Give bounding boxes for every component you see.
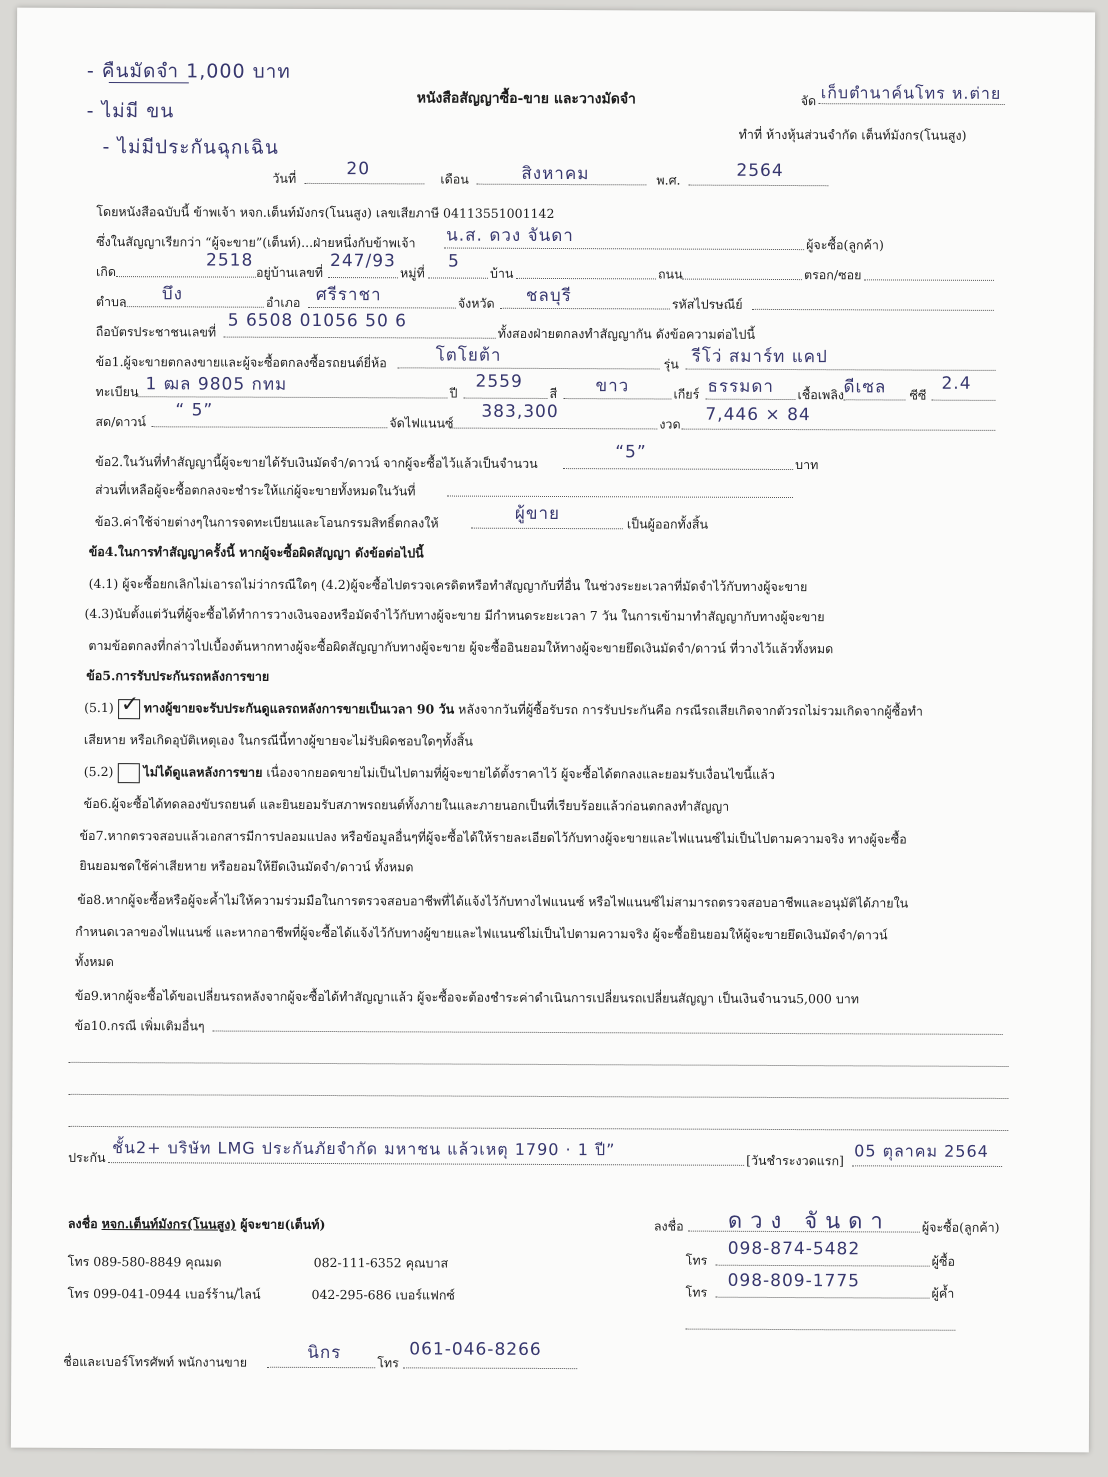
car-down-payment: “ 5” [175,400,214,421]
insurance-value: ชั้น2+ บริษัท LMG ประกันภัยจำกัด มหาชน แล้วเหตุ 1790 · 1 ปี” [112,1138,616,1160]
document-title: หนังสือสัญญาซื้อ-ขาย และวางมัดจำ [416,90,636,108]
date-year: 2564 [736,160,784,182]
fee-payer: ผู้ขาย [514,503,561,525]
car-fuel: ดีเซล [843,377,887,398]
car-year: 2559 [475,371,523,392]
no-warranty-checkbox[interactable] [117,763,139,783]
born-year: 2518 [206,250,254,271]
tamti-line: ทำที่ ห้างหุ้นส่วนจำกัด เต็นท์มังกร(โนนสูง) [738,126,967,143]
car-finance-amount: 383,300 [481,401,559,423]
seller-sign-line: ลงชื่อ หจก.เต็นท์มังกร(โนนสูง) ผู้จะขาย(เต็นท์) [67,1215,326,1233]
province: ชลบุรี [525,285,572,307]
clause-4-heading: ข้อ4.ในการทำสัญญาครั้งนี้ หากผู้จะซื้อผิดสัญญา ดังข้อต่อไปนี้ [88,543,424,561]
seller-tel-3: โทร 099-041-0944 เบอร์ร้าน/ไลน์ [67,1285,261,1302]
note-no-emergency-insurance: - ไม่มีประกันฉุกเฉิน [102,136,279,159]
seller-fax: 042-295-686 เบอร์แฟกซ์ [311,1286,455,1303]
car-cc: 2.4 [941,373,972,394]
car-model: รีโว่ สมาร์ท แคป [691,346,828,368]
car-installment: 7,446 × 84 [705,404,811,426]
id-number: 5 6508 01056 50 6 [227,310,408,332]
seller-tel-2: 082-111-6352 คุณบาส [313,1254,449,1271]
amphoe: ศรีราชา [315,284,382,306]
first-payment-date: 05 ตุลาคม 2564 [854,1141,989,1161]
buyer-phone: 098-874-5482 [727,1238,861,1260]
car-registration: 1 ฒล 9805 กทม [145,374,288,395]
note-refund: - คืนมัดจำ 1,000 บาท [86,59,291,83]
clause-5-2: (5.2) ไม่ได้ดูแลหลังการขาย เนื่องจากยอดขายไม่เป็นไปตามที่ผู้จะขายได้ตั้งราคาไว้ ผู้จะซื้อได้ตกลงและยอมรับเงื่อนไขนี้แล้ว [83,763,775,782]
house-number: 247/93 [330,251,396,272]
note-no-tax: - ไม่มี ขน [86,99,175,123]
moo: 5 [447,251,460,272]
contract-paper: - คืนมัดจำ 1,000 บาท - ไม่มี ขน - ไม่มีประกันฉุกเฉิน หนังสือสัญญาซื้อ-ขาย และวางมัดจำ จัด เก็บตำนาค์นโทร ห.ต่าย ทำที่ ห้างหุ้นส่วนจำกัด เต็นท์มังกร(โนนสูง) วันที่ 20 เดือน สิงหาคม พ.ศ. 2564 โดยหนังสือฉบับนี้ ข้าพเจ้า หจก.เต็นท์มังกร(โนนสูง) เลขเสียภาษี 0411355100114​2 ซึ่งในสัญญาเรียกว่า “ผู้จะขาย”(เต็นท์)...ฝ่ายหนึ่งกับข้าพเจ้า น.ส. ดวง จันดา ผู้จะซื้อ(ลูกค้า) เกิด 2518 อยู่บ้านเลขที่ 247/93 หมู่ที่ 5 บ้าน ถนน ตรอก/ซอย ตำบล บึง อำเภอ ศรีราชา จังหวัด ชลบุรี รหัสไปรษณีย์ ถือบัตรประชาชนเลขที่ 5 6508 01056 50 6 ทั้งสองฝ่ายตกลงทำสัญญากัน ดังข้อความต่อไปนี้ ข้อ1.ผู้จะขายตกลงขายและผู้จะซื้อตกลงซื้อรถยนต์ยี่ห้อ โตโยต้า รุ่น รีโว่ สมาร์ท แคป ทะเบียน 1 ฒล 9805 กทม ปี 2559 สี ขาว เกียร์ ธรรมดา เชื้อเพลิง ดีเซล ซีซี 2.4 สด/ดาวน์ “ 5” จัดไฟแนนซ์ 383,300 งวด 7,446 × 84 ข้อ2.ในวันที่ทำสัญญานี้ผู้จะขายได้รับเงินมัดจำ/ดาวน์ จากผู้จะซื้อไว้แล้วเป็นจำนวน “5” บาท ส่วนที่เหลือผู้จะซื้อตกลงจะชำระให้แก่ผู้จะขายทั้งหมดในวันที่ ข้อ3.ค่าใช้จ่ายต่างๆในการจดทะเบียนและโอนกรรมสิทธิ์ตกลงให้ ผู้ขาย เป็นผู้ออกทั้งสิ้น ข้อ4.ในการทำสัญญาครั้งนี้ หากผู้จะซื้อผิดสัญญา ดังข้อต่อไปนี้ (4.1) ผู้จะซื้อยกเลิกไม่เอารถไม่ว่ากรณีใดๆ (4.2)ผู้จะซื้อไปตรวจเครดิตหรือทำสัญญากับที่อื่น ในช่วงระยะเวลาที่มัดจำไว้กับทางผู้จะขาย (4.3)นับตั้งแต่วันที่ผู้จะซื้อได้ทำการวางเงินจองหรือมัดจำไว้กับทางผู้จะขาย มีกำหนดระยะเวลา 7 วัน ในการเข้ามาทำสัญญากับทางผู้จะขาย ตามข้อตกลงที่กล่าวไปเบื้องต้นหากทางผู้จะซื้อผิดสัญญากับทางผู้จะขาย ผู้จะซื้ออินยอมให้ทางผู้จะขายยึดเงินมัดจำ/ดาวน์ ที่วางไว้แล้วทั้งหมด ข้อ5.การรับประกันรถหลังการขาย (5.1) ✓ ทางผู้ขายจะรับประกันดูแลรถหลังการขายเป็นเวลา 90 วัน หลังจากวันที่ผู้ซื้อรับรถ การรับประกันคือ กรณีรถเสียเกิดจากตัวรถไม่รวมเกิดจากผู้ซื้อทำ เสียหาย หรือเกิดอุบัติเหตุเอง ในกรณีนี้ทางผู้ขายจะไม่รับผิดชอบใดๆทั้งสิ้น (5.2) ไม่ได้ดูแลหลังการขาย เนื่องจากยอดขายไม่เป็นไปตามที่ผู้จะขายได้ตั้งราคาไว้ ผู้จะซื้อได้ตกลงและยอมรับเงื่อนไขนี้แล้ว ข้อ6.ผู้จะซื้อได้ทดลองขับรถยนต์ และยินยอมรับสภาพรถยนต์ทั้งภายในและภายนอกเป็นที่เรียบร้อยแล้วก่อนตกลงทำสัญญา ข้อ7.หากตรวจสอบแล้วเอกสารมีการปลอมแปลง หรือข้อมูลอื่นๆที่ผู้จะซื้อได้ให้รายละเอียดไว้กับทางผู้จะขายและไฟแนนซ์ไม่เป็นไปตามความจริง ทางผู้จะซื้อ ยินยอมชดใช้ค่าเสียหาย หรือยอมให้ยึดเงินมัดจำ/ดาวน์ ทั้งหมด ข้อ8.หากผู้จะซื้อหรือผู้จะค้ำไม่ให้ความร่วมมือในการตรวจสอบอาชีพที่ได้แจ้งไว้กับทางไฟแนนซ์ หรือไฟแนนซ์ไม่สามารถตรวจสอบอาชีพและอนุมัติได้ภายใน กำหนดเวลาของไฟแนนซ์ และหากอาชีพที่ผู้จะซื้อได้แจ้งไว้กับทางผู้ขายและไฟแนนซ์ไม่เป็นไปตามความจริง ผู้จะซื้อยินยอมให้ผู้จะขายยึดเงินมัดจำ/ดาวน์ ทั้งหมด ข้อ9.หากผู้จะซื้อได้ขอเปลี่ยนรถหลังจากผู้จะซื้อได้ทำสัญญาแล้ว ผู้จะซื้อจะต้องชำระค่าดำเนินการเปลี่ยนรถเปลี่ยนสัญญา เป็นเงินจำนวน5,000 บาท ข้อ10.กรณี เพิ่มเติมอื่นๆ ประกัน ชั้น2+ บริษัท LMG ประกันภัยจำกัด มหาชน แล้วเหตุ 1790 · 1 ปี” [วันชำระงวดแรก] 05 ตุลาคม 2564 ลงชื่อ หจก.เต็นท์มังกร(โนนสูง) ผู้จะขาย(เต็นท์) ลงชื่อ ดวง จันดา ผู้จะซื้อ(ลูกค้า) โทร 089-580-8849 คุณมด 082-111-6352 คุณบาส โทร 099-041-0944 เบอร์ร้าน/ไลน์ 042-295-686 เบอร์แฟกซ์ โทร 098-874-5482 ผู้ซื้อ โทร 098-809-1775 ผู้ค้ำ ชื่อและเบอร์โทรศัพท์ พนักงานขาย นิกร โทร 061-046-8266 [11,8,1095,1453]
clause-5-1: (5.1) ✓ ทางผู้ขายจะรับประกันดูแลรถหลังการขายเป็นเวลา 90 วัน หลังจากวันที่ผู้ซื้อรับรถ การรับประกันคือ กรณีรถเสียเกิดจากตัวรถไม่รวมเกิดจากผู้ซื้อทำ [84,691,924,719]
seller-tel-1: โทร 089-580-8849 คุณมด [67,1253,222,1270]
date-day: 20 [346,159,371,180]
clause-5-heading: ข้อ5.การรับประกันรถหลังการขาย [86,667,270,684]
car-brand: โตโยต้า [435,345,502,366]
buyer-name: น.ส. ดวง จันดา [446,225,574,247]
staff-name: นิกร [307,1342,342,1364]
tambon: บึง [161,284,184,305]
deposit-amount: “5” [615,442,647,463]
buyer-signature: ดวง จันดา [727,1208,891,1235]
jad-label: จัด [800,93,817,109]
date-month: สิงหาคม [521,163,590,185]
staff-phone: 061-046-8266 [409,1339,542,1360]
car-color: ขาว [595,376,630,397]
intro-text: โดยหนังสือฉบับนี้ ข้าพเจ้า หจก.เต็นท์มังกร(โนนสูง) เลขเสียภาษี 0411355100114​2 [96,204,555,222]
jad-value: เก็บตำนาค์นโทร ห.ต่าย [820,83,1002,103]
guarantor-phone: 098-809-1775 [727,1270,861,1292]
car-gear: ธรรมดา [707,376,774,397]
checkmark-icon: ✓ [120,691,140,717]
warranty-90-checkbox[interactable] [118,691,140,719]
